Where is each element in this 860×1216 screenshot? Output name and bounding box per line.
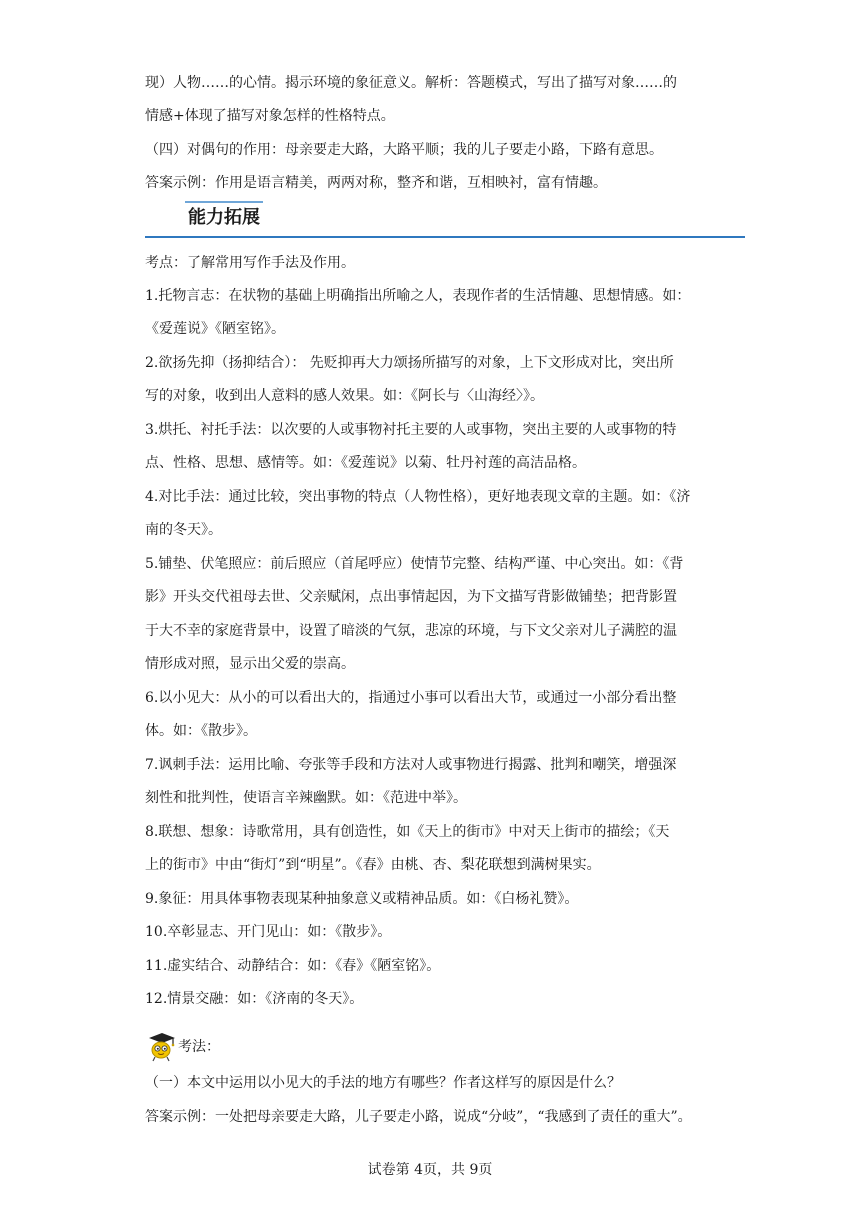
- body-line: 12.情景交融：如：《济南的冬天》。: [145, 991, 364, 1007]
- body-line: 南的冬天》。: [145, 522, 222, 538]
- body-line: 2.欲扬先抑（扬抑结合）： 先贬抑再大力颂扬所描写的对象，上下文形成对比，突出所: [145, 355, 674, 371]
- section-divider: [145, 236, 745, 238]
- page-footer: 试卷第 4页，共 9页: [367, 1162, 493, 1178]
- body-line: 9.象征：用具体事物表现某种抽象意义或精神品质。如：《白杨礼赞》。: [145, 891, 579, 907]
- section-accent-bar: [185, 201, 263, 203]
- body-line: 4.对比手法：通过比较，突出事物的特点（人物性格），更好地表现文章的主题。如：《济: [145, 489, 691, 505]
- intro-line: 答案示例：作用是语言精美，两两对称，整齐和谐，互相映衬，富有情趣。: [145, 175, 607, 191]
- intro-line: （四）对偶句的作用：母亲要走大路，大路平顺；我的儿子要走小路，下路有意思。: [145, 142, 663, 158]
- body-line: 于大不幸的家庭背景中，设置了暗淡的气氛，悲凉的环境，与下文父亲对儿子满腔的温: [145, 623, 677, 639]
- body-line: 5.铺垫、伏笔照应：前后照应（首尾呼应）使情节完整、结构严谨、中心突出。如：《背: [145, 556, 684, 572]
- body-line: 11.虚实结合、动静结合：如：《春》《陋室铭》。: [145, 958, 441, 974]
- scholar-mascot-icon: [145, 1030, 177, 1062]
- body-line: 影》开头交代祖母去世、父亲赋闲，点出事情起因，为下文描写背影做铺垫；把背影置: [145, 589, 677, 605]
- method-heading: [145, 1030, 345, 1062]
- section-title: 能力拓展: [188, 207, 260, 228]
- method-label: 考法：: [178, 1039, 220, 1055]
- body-line: 刻性和批判性，使语言辛辣幽默。如：《范进中举》。: [145, 790, 467, 806]
- question-line: 答案示例：一处把母亲要走大路，儿子要走小路，说成“分岐”，“我感到了责任的重大”。: [145, 1109, 692, 1125]
- question-line: （一）本文中运用以小见大的手法的地方有哪些？作者这样写的原因是什么？: [145, 1075, 621, 1091]
- intro-line: 情感+体现了描写对象怎样的性格特点。: [145, 108, 395, 124]
- body-line: 1.托物言志：在状物的基础上明确指出所喻之人，表现作者的生活情趣、思想情感。如：: [145, 288, 691, 304]
- body-line: 6.以小见大：从小的可以看出大的，指通过小事可以看出大节，或通过一小部分看出整: [145, 690, 677, 706]
- body-line: 上的街市》中由“街灯”到“明星”。《春》由桃、杏、梨花联想到满树果实。: [145, 857, 601, 873]
- body-line: 8.联想、想象：诗歌常用，具有创造性，如《天上的街市》中对天上街市的描绘；《天: [145, 824, 670, 840]
- section-header: [145, 196, 745, 240]
- body-line: 10.卒彰显志、开门见山：如：《散步》。: [145, 924, 392, 940]
- body-line: 《爱莲说》《陋室铭》。: [145, 321, 285, 337]
- body-line: 7.讽刺手法：运用比喻、夸张等手段和方法对人或事物进行揭露、批判和嘲笑，增强深: [145, 757, 677, 773]
- body-line: 写的对象，收到出人意料的感人效果。如：《阿长与〈山海经〉》。: [145, 388, 544, 404]
- intro-line: 现）人物……的心情。揭示环境的象征意义。解析：答题模式，写出了描写对象……的: [145, 75, 677, 91]
- body-line: 体。如：《散步》。: [145, 723, 257, 739]
- body-line: 3.烘托、衬托手法：以次要的人或事物衬托主要的人或事物，突出主要的人或事物的特: [145, 422, 677, 438]
- body-line: 点、性格、思想、感情等。如：《爱莲说》以菊、牡丹衬莲的高洁品格。: [145, 455, 586, 471]
- body-line: 考点：了解常用写作手法及作用。: [145, 255, 355, 271]
- body-line: 情形成对照，显示出父爱的崇高。: [145, 656, 355, 672]
